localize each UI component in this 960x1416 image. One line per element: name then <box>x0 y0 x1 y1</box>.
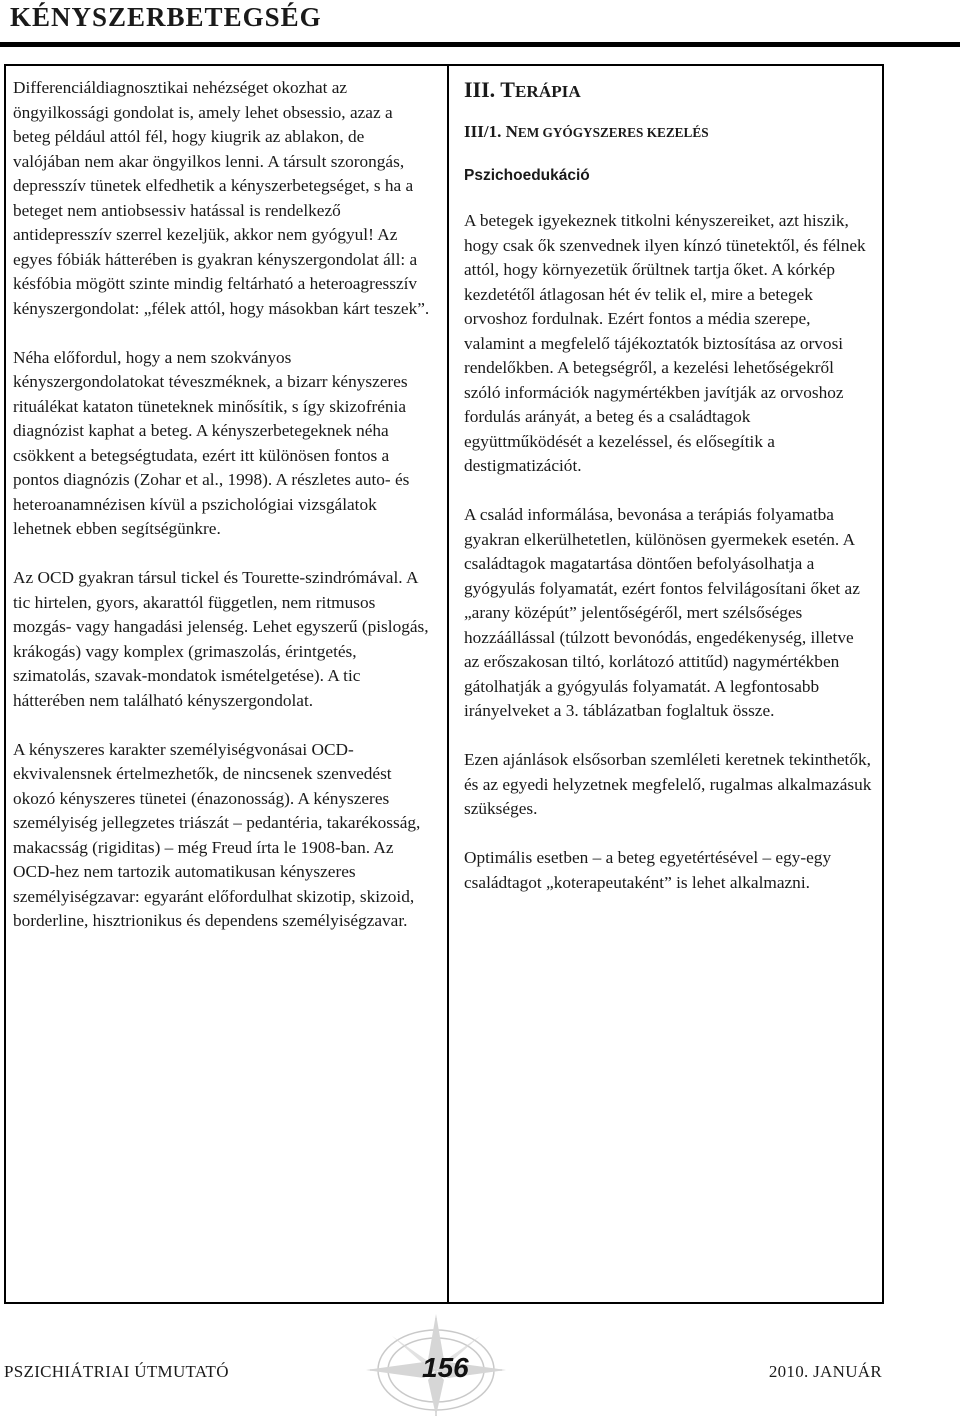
page-title: KÉNYSZERBETEGSÉG <box>10 2 322 32</box>
section-numeral: III. <box>464 77 496 102</box>
paragraph-heading: Pszichoedukáció <box>464 167 590 184</box>
column-divider <box>447 64 449 1304</box>
subsection-initial: N <box>505 122 518 141</box>
right-paragraph-1: A betegek igyekeznek titkolni kényszereiket, azt hiszik, hogy csak ők szenvednek ilyen kínzó tünetektől, és félnek attól, hogy környezetük őrültnek tartja őket. A kórkép kezdetétől átlagosan hét év telik el, mire a betegek orvoshoz fordulnak. Ezért fontos a média szerepe, valamint a megfelelő tájékoztatók biztosítása az orvosi rendelőkben. A betegségről, a kezelési lehetőségekről szóló információk nagymértékben javítják az orvoshoz fordulás arányát, a beteg és a családtagok együttműködését a kezeléssel, és elősegítik a destigmatizációt. <box>464 211 866 475</box>
page-footer <box>0 1352 960 1386</box>
subsection-heading <box>464 120 872 145</box>
right-column <box>464 76 872 920</box>
footer-date: 2010. JANUÁR <box>768 1362 882 1381</box>
section-rest: ERÁPIA <box>514 82 581 101</box>
left-paragraph-4: A kényszeres karakter személyiségvonásai OCD-ekvivalensnek értelmezhetők, de nincsenek szenvedést okozó kényszeres tünetei (énazonosság). A kényszeres személyiség jellegzetes triászát – pedantéria, takarékosság, makacsság (rigiditas) – még Freud írta le 1908-ban. Az OCD-hez nem tartozik automatikusan kényszeres személyiségzavar: egyaránt előfordulhat skizotip, skizoid, borderline, hisztrionikus és dependens személyiségzavar. <box>13 739 421 930</box>
footer-publication: PSZICHIÁTRIAI ÚTMUTATÓ <box>4 1362 229 1381</box>
right-paragraph-2: A család informálása, bevonása a terápiás folyamatba gyakran elkerülhetetlen, különösen gyermekek esetén. A családtagok magatartása döntően befolyásolhatja a gyógyulás folyamatát, ezért fontos felvilágosítani őket az „arany középút” jelentőségéről, mert szélsőséges hozzáállással (túlzott bevonódás, engedékenység, illetve az erőszakosan tiltó, korlátozó attitűd) nagymértékben gátolhatják a gyógyulás folyamatát. A legfontosabb irányelveket a 3. táblázatban foglaltuk össze. <box>464 505 860 720</box>
left-paragraph-3: Az OCD gyakran társul tickel és Tourette-szindrómával. A tic hirtelen, gyors, akarattól független, nem ritmusos mozgás- vagy hangadási jelenség. Lehet egyszerű (pislogás, krákogás) vagy komplex (grimaszolás, érintgetés, szimatolás, szavak-mondatok ismételgetése). A tic hátterében nem található kényszergondolat. <box>13 568 429 710</box>
page-number: 156 <box>422 1352 469 1383</box>
section-heading <box>464 76 872 106</box>
right-paragraph-4: Optimális esetben – a beteg egyetértésével – egy-egy családtagot „koterapeutaként” is lehet alkalmazni. <box>464 848 832 892</box>
left-paragraph-1: Differenciáldiagnosztikai nehézséget okozhat az öngyilkossági gondolat is, amely lehet obsessio, azaz a beteg például attól fél, hogy kiugrik az ablakon, de valójában nem akar öngyilkos lenni. A társult szorongás, depresszív tünetek elfedhetik a kényszerbetegséget, s ha a beteget nem antiobsessiv hatással is rendelkező antidepresszív szerrel kezeljük, akkor nem gyógyul! Az egyes fóbiák hátterében is gyakran kényszergondolat áll: a késfóbia mögött szinte mindig feltárható a heteroagresszív kényszergondolat: „félek attól, hogy másokban kárt teszek”. <box>13 78 430 318</box>
header-rule <box>0 42 960 47</box>
left-column <box>13 76 431 958</box>
section-initial: T <box>500 77 515 102</box>
subsection-rest: EM GYÓGYSZERES KEZELÉS <box>517 125 709 140</box>
subsection-number: III/1. <box>464 122 502 141</box>
right-paragraph-3: Ezen ajánlások elsősorban szemléleti keretnek tekinthetők, és az egyedi helyzetnek megfelelő, rugalmas alkalmazásuk szükséges. <box>464 750 872 818</box>
left-paragraph-2: Néha előfordul, hogy a nem szokványos kényszergondolatokat téveszméknek, a bizarr kényszeres rituálékat kataton tüneteknek minősítik, s így skizofrénia diagnózist kaphat a beteg. A kényszerbetegeknek néha csökkent a betegségtudata, ezért itt különösen fontos a pontos diagnózis (Zohar et al., 1998). A részletes auto- és heteroanamnézisen kívül a pszichológiai vizsgálatok lehetnek ebben segítségünkre. <box>13 347 410 538</box>
